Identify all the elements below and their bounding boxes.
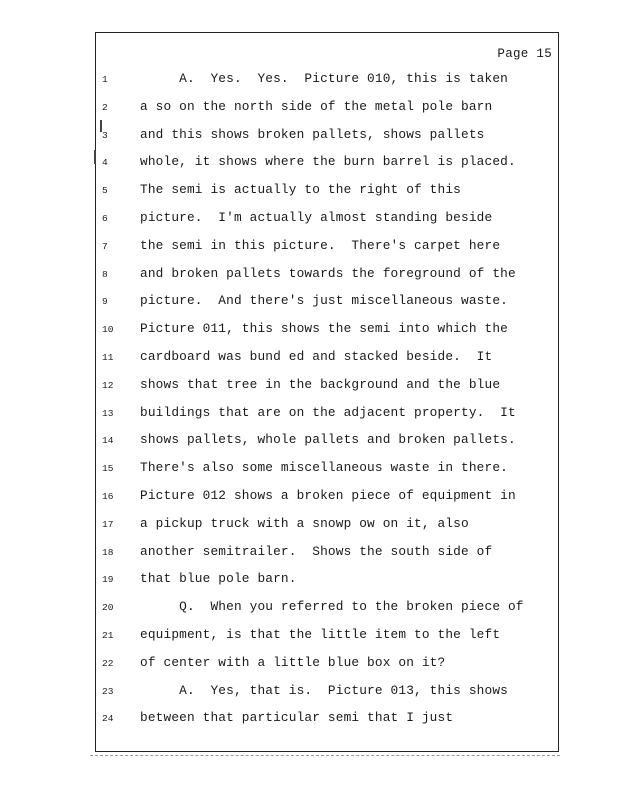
transcript-line: [96, 154, 558, 174]
transcript-line: [96, 571, 558, 591]
transcript-line: [96, 210, 558, 230]
line-text: A. Yes. Yes. Picture 010, this is taken: [140, 71, 508, 86]
line-text: buildings that are on the adjacent property. It: [140, 404, 516, 420]
line-text: picture. I'm actually almost standing beside: [140, 210, 493, 225]
transcript-line: [96, 627, 558, 647]
line-text: the semi in this picture. There's carpet here: [140, 237, 501, 253]
line-number: 4: [102, 157, 108, 169]
transcript-line: [96, 488, 558, 508]
line-number: 15: [102, 463, 114, 475]
transcript-line: [96, 349, 558, 369]
line-text: Q. When you referred to the broken piece of: [140, 599, 524, 615]
transcript-line: [96, 599, 558, 619]
line-text: A. Yes, that is. Picture 013, this shows: [140, 682, 508, 698]
line-text: whole, it shows where the burn barrel is placed.: [140, 154, 516, 170]
line-text: shows pallets, whole pallets and broken pallets.: [140, 432, 516, 448]
line-text: a pickup truck with a snowp ow on it, also: [140, 515, 469, 531]
line-number: 17: [102, 518, 114, 530]
transcript-page: [95, 32, 559, 752]
transcript-line: [96, 544, 558, 564]
transcript-line: [96, 655, 558, 675]
transcript-line: [96, 405, 558, 425]
line-text: shows that tree in the background and the blue: [140, 376, 501, 392]
line-text: Picture 011, this shows the semi into which the: [140, 321, 508, 337]
line-number: 10: [102, 324, 114, 336]
transcript-line: [96, 683, 558, 703]
line-number: 23: [102, 685, 114, 697]
line-number: 2: [102, 101, 108, 113]
transcript-line: [96, 377, 558, 397]
binder-mark: [94, 150, 96, 164]
transcript-line: [96, 182, 558, 202]
line-number: 6: [102, 213, 108, 224]
transcript-line: [96, 127, 558, 147]
line-text: another semitrailer. Shows the south side of: [140, 543, 493, 559]
line-number: 16: [102, 491, 114, 502]
transcript-line: [96, 99, 558, 119]
transcript-line: [96, 516, 558, 536]
transcript-line: [96, 432, 558, 452]
line-number: 3: [102, 129, 108, 141]
line-text: a so on the north side of the metal pole barn: [140, 98, 493, 114]
footer-rule: [90, 755, 560, 756]
transcript-line: [96, 266, 558, 286]
line-text: There's also some miscellaneous waste in there.: [140, 460, 508, 476]
transcript-line: [96, 238, 558, 258]
transcript-line: [96, 460, 558, 480]
transcript-line: [96, 710, 558, 730]
line-number: 19: [102, 574, 114, 586]
line-number: 9: [102, 296, 108, 308]
line-text: cardboard was bund ed and stacked beside. It: [140, 349, 493, 364]
line-number: 7: [102, 240, 108, 252]
line-text: between that particular semi that I just: [140, 710, 454, 726]
line-number: 14: [102, 435, 114, 447]
line-number: 20: [102, 602, 114, 614]
line-number: 22: [102, 657, 114, 669]
line-number: 12: [102, 379, 114, 391]
transcript-line: [96, 321, 558, 341]
line-number: 8: [102, 268, 108, 280]
line-number: 1: [102, 74, 108, 85]
line-number: 11: [102, 352, 114, 363]
line-text: picture. And there's just miscellaneous waste.: [140, 293, 508, 309]
line-number: 24: [102, 713, 114, 725]
line-number: 21: [102, 630, 114, 641]
line-number: 18: [102, 546, 114, 558]
line-text: and broken pallets towards the foreground of the: [140, 265, 516, 281]
line-text: and this shows broken pallets, shows pallets: [140, 126, 485, 142]
transcript-line: [96, 293, 558, 313]
line-number: 13: [102, 407, 114, 419]
line-number: 5: [102, 185, 108, 197]
page-number: Page 15: [497, 47, 552, 61]
binder-mark: [100, 120, 102, 132]
line-text: The semi is actually to the right of this: [140, 182, 462, 198]
line-text: of center with a little blue box on it?: [140, 654, 446, 670]
line-text: equipment, is that the little item to the left: [140, 627, 501, 642]
transcript-line: [96, 71, 558, 91]
line-text: that blue pole barn.: [140, 571, 297, 587]
line-text: Picture 012 shows a broken piece of equipment in: [140, 488, 516, 503]
